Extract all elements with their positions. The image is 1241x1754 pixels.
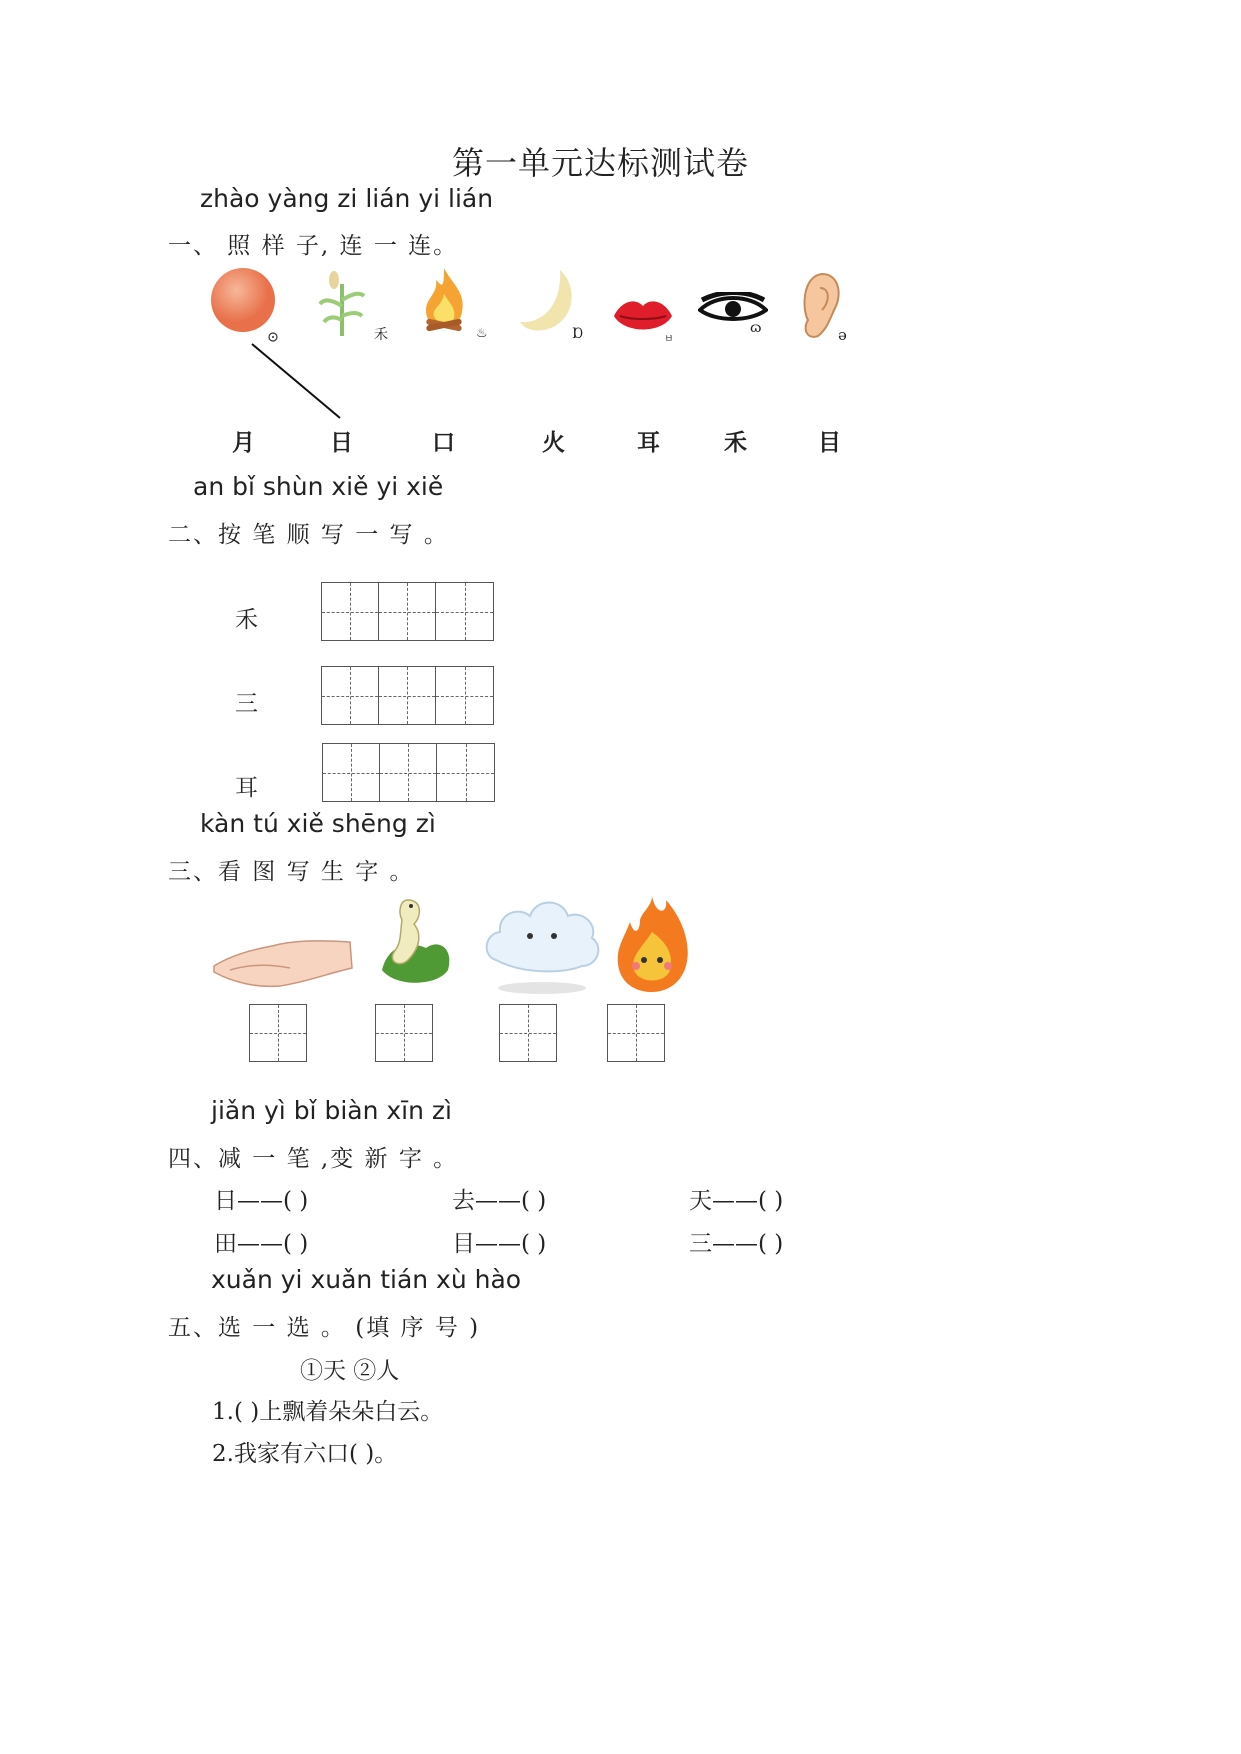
match-char-6: 禾 bbox=[724, 430, 747, 456]
q3-heading: 三、看 图 写 生 字 。 bbox=[168, 859, 415, 885]
q2-heading: 二、按 笔 顺 写 一 写 。 bbox=[168, 522, 449, 548]
match-char-2: 日 bbox=[330, 430, 353, 456]
q1-heading: 一、 照 样 子, 连 一 连。 bbox=[168, 233, 459, 259]
grid-cell[interactable] bbox=[437, 744, 494, 801]
grain-glyph-icon: 禾 bbox=[374, 327, 388, 343]
grid-cell[interactable] bbox=[379, 583, 436, 640]
moon-picture bbox=[516, 266, 576, 336]
fill-item-2[interactable]: 2.我家有六口( )。 bbox=[212, 1441, 398, 1467]
exercise-item[interactable]: 三——( ) bbox=[689, 1231, 784, 1257]
q3-pinyin: kàn tú xiě shēng zì bbox=[200, 809, 436, 838]
exercise-item[interactable]: 目——( ) bbox=[452, 1231, 547, 1257]
eye-glyph-icon: ɷ bbox=[750, 320, 762, 336]
grid-cell[interactable] bbox=[322, 583, 379, 640]
answer-box-flame[interactable] bbox=[607, 1004, 665, 1062]
writing-grid-2[interactable] bbox=[321, 666, 494, 725]
grid-cell[interactable] bbox=[436, 667, 493, 724]
stroke-row-char-2: 三 bbox=[235, 691, 260, 717]
fire-picture bbox=[414, 264, 474, 334]
q5-heading: 五、选 一 选 。 (填 序 号 ) bbox=[168, 1315, 481, 1341]
q2-pinyin: an bǐ shùn xiě yi xiě bbox=[193, 472, 444, 501]
grid-cell[interactable] bbox=[322, 667, 379, 724]
grid-cell[interactable] bbox=[379, 667, 436, 724]
answer-box-silkworm[interactable] bbox=[375, 1004, 433, 1062]
page-title: 第一单元达标测试卷 bbox=[452, 144, 750, 182]
answer-box-cloud[interactable] bbox=[499, 1004, 557, 1062]
hand-picture bbox=[210, 932, 356, 990]
match-char-7: 目 bbox=[818, 430, 841, 456]
match-char-4: 火 bbox=[542, 430, 565, 456]
cloud-picture bbox=[482, 890, 602, 996]
flame-picture bbox=[612, 892, 692, 994]
silkworm-picture bbox=[378, 890, 454, 990]
exercise-item[interactable]: 天——( ) bbox=[689, 1188, 784, 1214]
grid-cell[interactable] bbox=[323, 744, 380, 801]
fill-item-1[interactable]: 1.( )上飘着朵朵白云。 bbox=[212, 1399, 444, 1425]
writing-grid-3[interactable] bbox=[322, 743, 495, 802]
writing-grid-1[interactable] bbox=[321, 582, 494, 641]
fire-glyph-icon: ♨ bbox=[476, 326, 488, 341]
q4-pinyin: jiǎn yì bǐ biàn xīn zì bbox=[211, 1096, 452, 1125]
q1-pinyin: zhào yàng zi lián yi lián bbox=[200, 184, 494, 213]
match-char-1: 月 bbox=[232, 430, 255, 456]
ear-glyph-icon: ə bbox=[838, 326, 847, 344]
choice-options: ①天 ②人 bbox=[300, 1358, 400, 1384]
match-char-3: 口 bbox=[432, 430, 455, 456]
answer-box-hand[interactable] bbox=[249, 1004, 307, 1062]
example-connecting-line bbox=[248, 340, 348, 422]
grid-cell[interactable] bbox=[436, 583, 493, 640]
grain-picture bbox=[312, 266, 372, 338]
stroke-row-char-3: 耳 bbox=[235, 775, 260, 801]
exercise-item[interactable]: 去——( ) bbox=[452, 1188, 547, 1214]
exercise-item[interactable]: 日——( ) bbox=[214, 1188, 309, 1214]
q4-heading: 四、减 一 笔 ,变 新 字 。 bbox=[168, 1146, 459, 1172]
match-char-5: 耳 bbox=[637, 430, 660, 456]
mouth-glyph-icon: ㅂ bbox=[664, 334, 674, 345]
moon-glyph-icon: Ɒ bbox=[572, 326, 583, 342]
grid-cell[interactable] bbox=[380, 744, 437, 801]
stroke-row-char-1: 禾 bbox=[235, 607, 260, 633]
exercise-item[interactable]: 田——( ) bbox=[214, 1231, 309, 1257]
q5-pinyin: xuǎn yi xuǎn tián xù hào bbox=[211, 1265, 522, 1294]
